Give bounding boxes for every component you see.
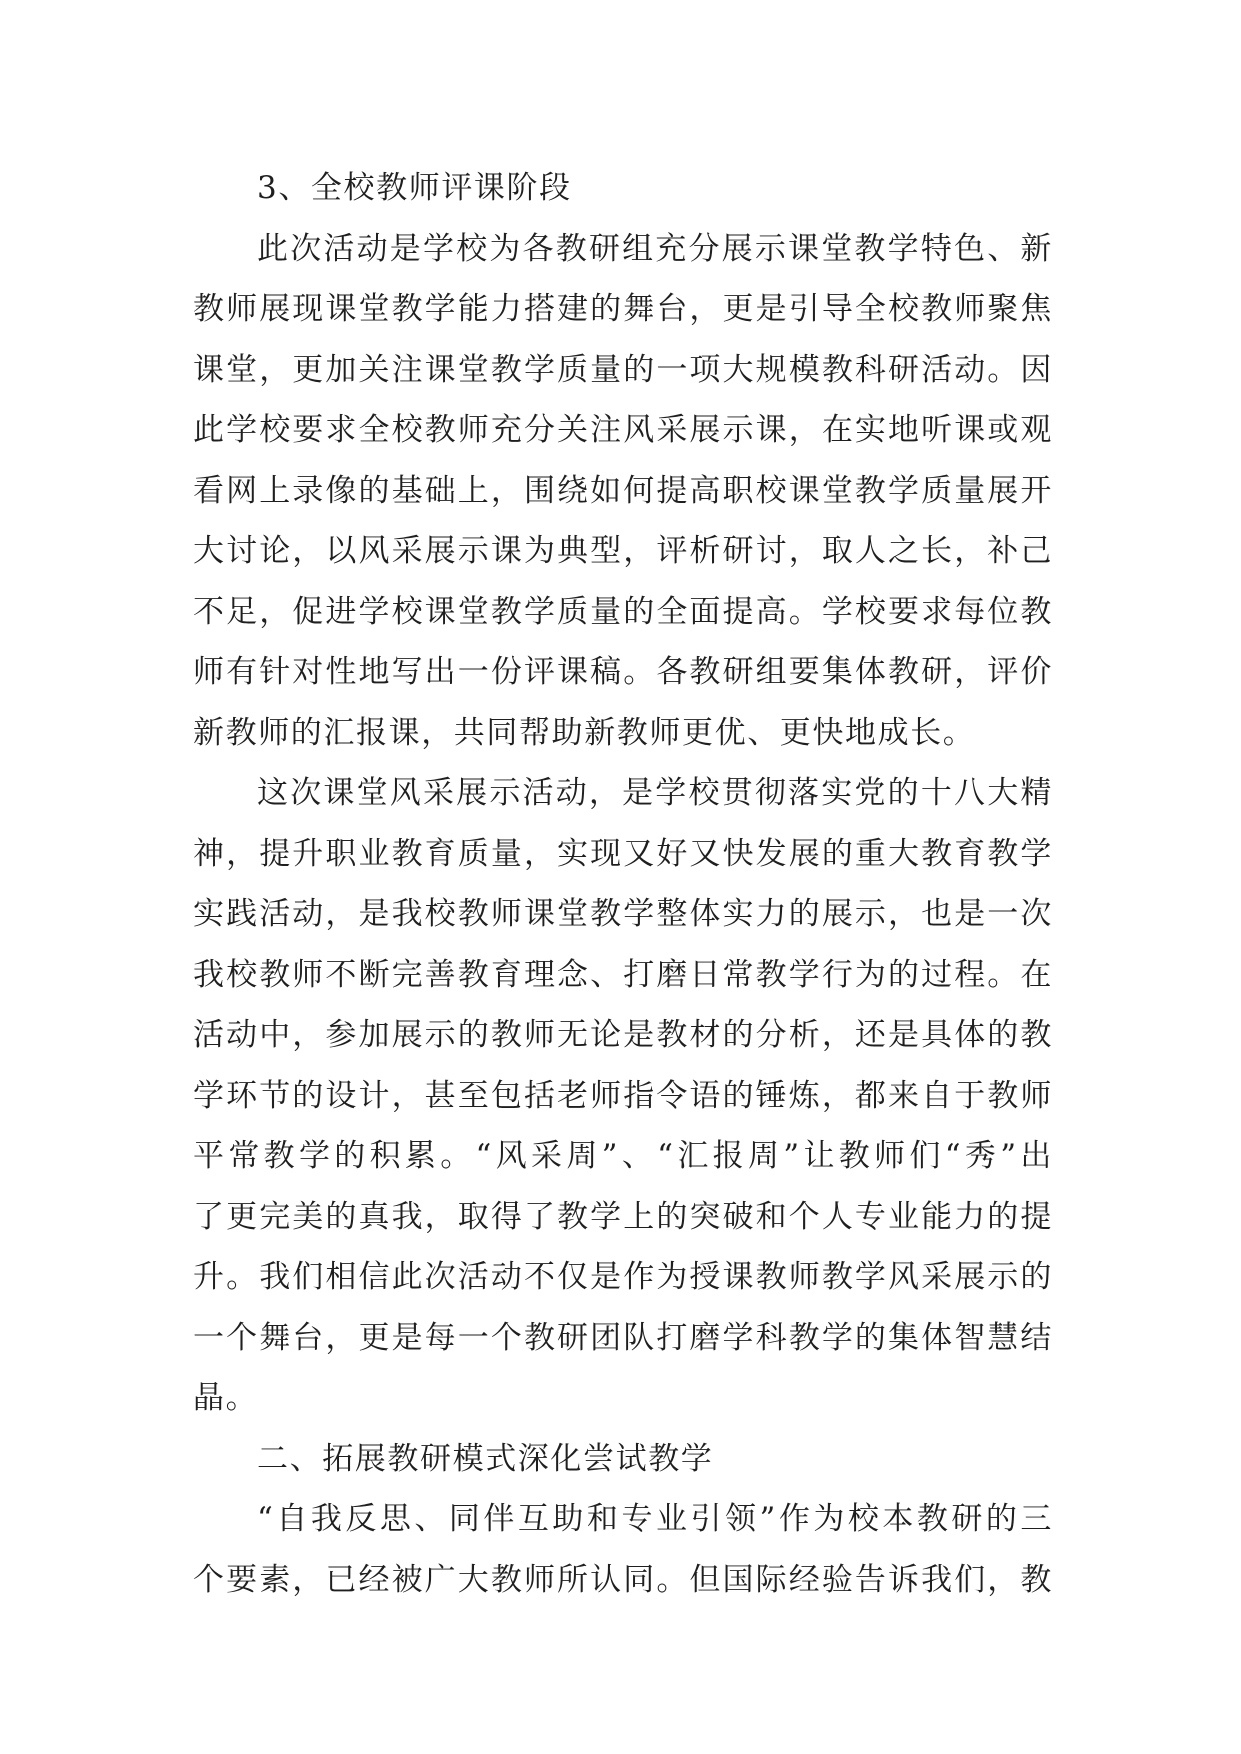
document-body	[193, 158, 1053, 1610]
paragraph-line: 升。我们相信此次活动不仅是作为授课教师教学风采展示的	[193, 1259, 1053, 1295]
paragraph-line: 看网上录像的基础上，围绕如何提高职校课堂教学质量展开	[193, 472, 1053, 509]
paragraph-line: 个要素，已经被广大教师所认同。但国际经验告诉我们，教	[193, 1561, 1053, 1598]
paragraph-line: 新教师的汇报课，共同帮助新教师更优、更快地成长。	[193, 714, 976, 751]
paragraph-line: 我校教师不断完善教育理念、打磨日常教学行为的过程。在	[193, 956, 1053, 993]
paragraph-line: 教师展现课堂教学能力搭建的舞台，更是引导全校教师聚焦	[193, 291, 1053, 327]
paragraph-line: 这次课堂风采展示活动，是学校贯彻落实党的十八大精	[257, 775, 1053, 811]
paragraph-line: 此学校要求全校教师充分关注风采展示课，在实地听课或观	[193, 412, 1053, 448]
paragraph-line: 此次活动是学校为各教研组充分展示课堂教学特色、新	[257, 230, 1053, 267]
section-heading-2: 二、拓展教研模式深化尝试教学	[257, 1440, 714, 1477]
paragraph-line: 学环节的设计，甚至包括老师指令语的锤炼，都来自于教师	[193, 1077, 1053, 1114]
paragraph-line: 课堂，更加关注课堂教学质量的一项大规模教科研活动。因	[193, 351, 1053, 388]
paragraph-line: 神，提升职业教育质量，实现又好又快发展的重大教育教学	[193, 835, 1053, 872]
paragraph-line: 师有针对性地写出一份评课稿。各教研组要集体教研，评价	[193, 654, 1053, 690]
paragraph-line: “自我反思、同伴互助和专业引领”作为校本教研的三	[257, 1501, 1053, 1537]
section-heading-3: 3、全校教师评课阶段	[257, 170, 572, 206]
paragraph-line: 大讨论，以风采展示课为典型，评析研讨，取人之长，补己	[193, 533, 1053, 569]
paragraph-line: 不足，促进学校课堂教学质量的全面提高。学校要求每位教	[193, 593, 1053, 630]
paragraph-line: 平常教学的积累。“风采周”、“汇报周”让教师们“秀”出	[193, 1138, 1053, 1174]
paragraph-line: 实践活动，是我校教师课堂教学整体实力的展示，也是一次	[193, 896, 1053, 932]
paragraph-line: 晶。	[193, 1380, 259, 1416]
paragraph-line: 了更完美的真我，取得了教学上的突破和个人专业能力的提	[193, 1198, 1053, 1235]
paragraph-line: 一个舞台，更是每一个教研团队打磨学科教学的集体智慧结	[193, 1319, 1053, 1356]
paragraph-line: 活动中，参加展示的教师无论是教材的分析，还是具体的教	[193, 1017, 1053, 1053]
